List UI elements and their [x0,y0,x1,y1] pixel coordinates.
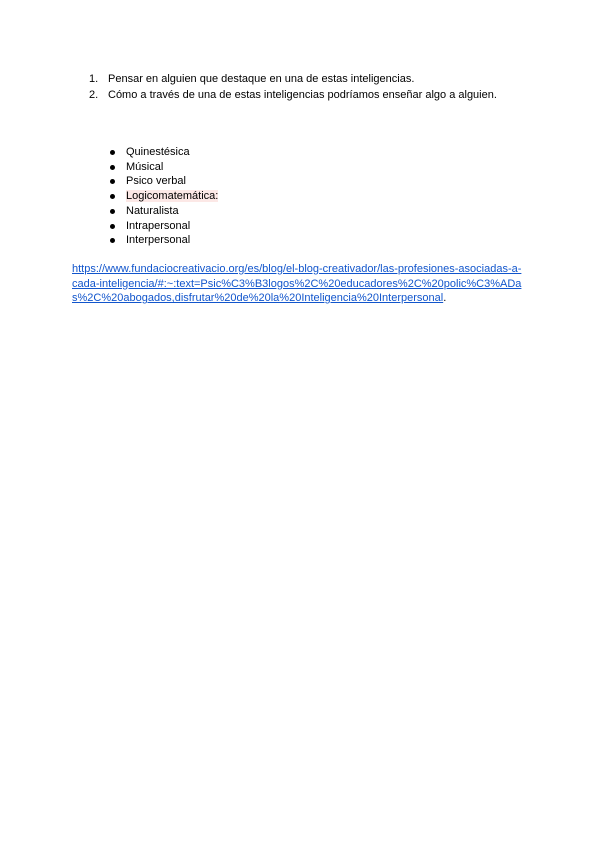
bullet-dot-icon [110,179,115,184]
bullet-item [72,189,532,204]
intelligence-bullet-list [72,145,532,248]
link-line-1: https://www.fundaciocreativacio.org/es/blog/el-blog-creativador/las-profesiones-asociadas-a- [72,263,522,275]
bullet-dot-icon [110,224,115,229]
numbered-item [72,71,552,87]
list-item-text: Pensar en alguien que destaque en una de estas inteligencias. [108,73,415,85]
bullet-item [72,160,532,175]
list-number: 1. [89,73,99,85]
bullet-text: Músical [126,160,164,173]
reference-link-paragraph [72,262,532,306]
highlighted-bullet-text: Logicomatemática: [126,190,219,203]
bullet-text: Quinestésica [126,146,190,158]
list-number: 2. [89,89,99,101]
bullet-text: Interpersonal [126,234,191,247]
bullet-dot-icon [110,194,115,199]
list-item-text: Cómo a través de una de estas inteligencias podríamos enseñar algo a alguien. [108,89,497,101]
bullet-item [72,204,532,219]
bullet-dot-icon [110,165,115,170]
link-line-2: cada-inteligencia/#:~:text=Psic%C3%B3logos%2C%20educadores%2C%20polic%C3%ADa [72,277,522,290]
bullet-item [72,145,532,160]
link-trailing-period: . [443,292,447,304]
reference-link[interactable] [72,262,532,304]
bullet-text: Naturalista [126,204,179,217]
link-line-3: s%2C%20abogados,disfrutar%20de%20la%20Inteligencia%20Interpersonal [72,292,444,304]
bullet-dot-icon [110,209,115,214]
bullet-item [72,233,532,248]
bullet-item [72,174,532,189]
bullet-item [72,219,532,234]
numbered-item [72,87,552,103]
bullet-dot-icon [110,238,115,243]
bullet-text: Intrapersonal [126,219,191,232]
bullet-dot-icon [110,150,115,155]
numbered-list [72,71,552,103]
bullet-text: Psico verbal [126,175,186,188]
